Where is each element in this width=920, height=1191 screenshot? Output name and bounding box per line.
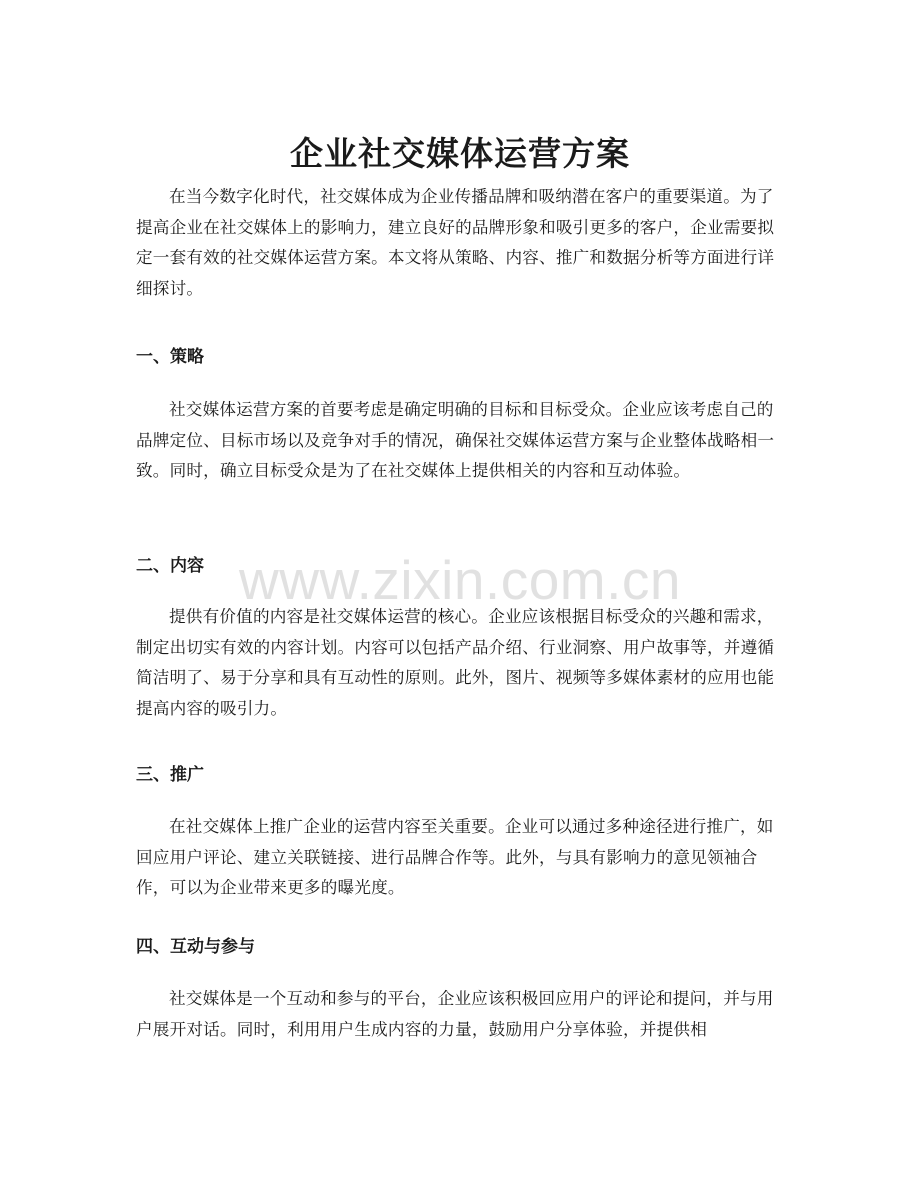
section-body-interaction: 社交媒体是一个互动和参与的平台，企业应该积极回应用户的评论和提问，并与用户展开对话。同时，利用用户生成内容的力量，鼓励用户分享体验，并提供相 bbox=[136, 989, 774, 1039]
section-body-promotion: 在社交媒体上推广企业的运营内容至关重要。企业可以通过多种途径进行推广，如回应用户评论、建立关联链接、进行品牌合作等。此外，与具有影响力的意见领袖合作，可以为企业带来更多的曝光度。 bbox=[136, 817, 774, 897]
document-title: 企业社交媒体运营方案 bbox=[290, 134, 630, 174]
section-heading-interaction: 四、互动与参与 bbox=[136, 937, 255, 957]
section-heading-content: 二、内容 bbox=[136, 556, 204, 576]
watermark-text: www.zixin.com.cn bbox=[239, 549, 681, 611]
intro-paragraph: 在当今数字化时代，社交媒体成为企业传播品牌和吸纳潜在客户的重要渠道。为了提高企业在社交媒体上的影响力，建立良好的品牌形象和吸引更多的客户，企业需要拟定一套有效的社交媒体运营方案。本文将从策略、内容、推广和数据分析等方面进行详细探讨。 bbox=[136, 187, 775, 298]
section-body-content: 提供有价值的内容是社交媒体运营的核心。企业应该根据目标受众的兴趣和需求，制定出切实有效的内容计划。内容可以包括产品介绍、行业洞察、用户故事等，并遵循简洁明了、易于分享和具有互动性的原则。此外，图片、视频等多媒体素材的应用也能提高内容的吸引力。 bbox=[136, 607, 775, 718]
section-heading-strategy: 一、策略 bbox=[136, 347, 204, 367]
section-heading-promotion: 三、推广 bbox=[136, 765, 204, 785]
section-body-strategy: 社交媒体运营方案的首要考虑是确定明确的目标和目标受众。企业应该考虑自己的品牌定位、目标市场以及竞争对手的情况，确保社交媒体运营方案与企业整体战略相一致。同时，确立目标受众是为了在社交媒体上提供相关的内容和互动体验。 bbox=[136, 400, 775, 480]
